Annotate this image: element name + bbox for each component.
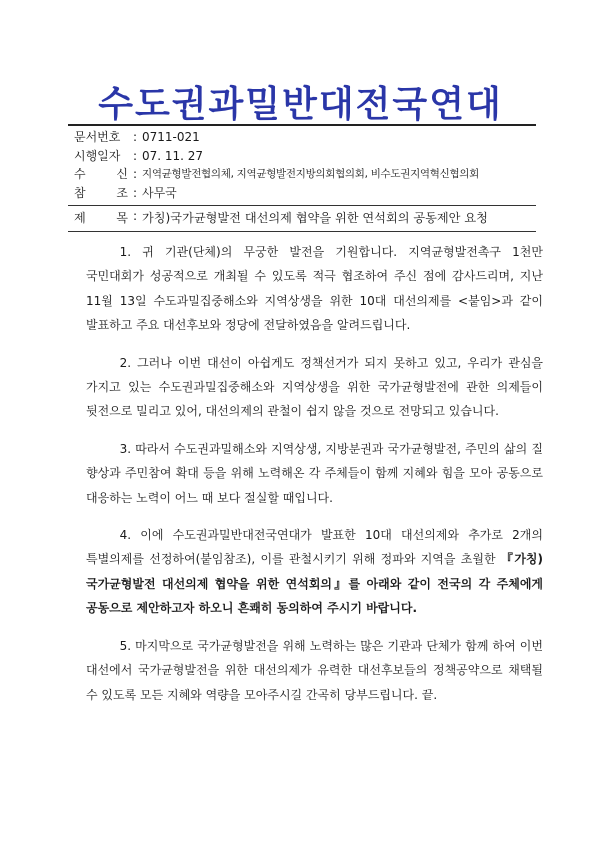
document-title: 수도권과밀반대전국연대 — [98, 84, 503, 125]
date-label: 시행일자 — [74, 148, 121, 163]
subject-label: 제 목 — [74, 211, 128, 225]
paragraph-4-emphasis: 『가칭)국가균형발전 대선의제 협약을 위한 연석회의』를 아래와 같이 전국의 각 주체에게 공동으로 제안하고자 하오니 흔쾌히 동의하여 주시기 바랍니다. — [86, 552, 543, 616]
paragraph-5: 5. 마지막으로 국가균형발전을 위해 노력하는 많은 기관과 단체가 함께 하여 이번 대선에서 국가균형발전을 위한 대선의제가 유력한 대선후보들의 정책공약으로 채택될 수 있도록 모든 지혜와 역량을 모아주시길 간곡히 당부드립니다. 끝. — [86, 638, 543, 702]
document-body — [86, 240, 543, 707]
subject-row — [74, 209, 544, 226]
paragraph-1: 1. 귀 기관(단체)의 무궁한 발전을 기원합니다. 지역균형발전촉구 1천만 국민대회가 성공적으로 개최될 수 있도록 적극 협조하여 주신 점에 감사드리며, 지난 11월 13일 수도과밀집중해소와 지역상생을 위한 10대 대선의제를 <붙임>과 같이 발표하고 주요 대선후보와 정당에 전달하였음을 알려드립니다. — [86, 245, 543, 333]
date-value: 07. 11. 27 — [142, 148, 204, 163]
meta-divider — [68, 205, 536, 206]
reference-row — [74, 184, 544, 203]
title-divider — [68, 124, 536, 126]
paragraph-4 — [86, 523, 543, 621]
paragraph-4-text: 4. 이에 수도권과밀반대전국연대가 발표한 10대 대선의제와 추가로 2개의 특별의제를 선정하여(붙임참조), 이를 관철시키기 위해 정파와 지역을 초월한 — [86, 528, 543, 567]
recipient-value: 지역균형발전협의체, 지역균형발전지방의회협의회, 비수도권지역혁신협의회 — [142, 168, 479, 180]
meta-separator: : — [132, 185, 138, 200]
meta-separator: : — [132, 130, 138, 144]
document-meta — [74, 128, 544, 202]
meta-separator: : — [132, 148, 138, 163]
reference-value: 사무국 — [142, 185, 177, 200]
subject-text: 가칭)국가균형발전 대선의제 협약을 위한 연석회의 공동제안 요청 — [142, 211, 488, 225]
recipient-label: 수 신 — [74, 167, 128, 181]
doc-number-value: 0711-021 — [142, 130, 200, 144]
meta-separator: : — [132, 167, 138, 181]
recipient-row — [74, 165, 544, 184]
doc-number-label: 문서번호 — [74, 130, 121, 144]
doc-number-row — [74, 128, 544, 147]
reference-label: 참 조 — [74, 185, 128, 200]
paragraph-2: 2. 그러나 이번 대선이 아쉽게도 정책선거가 되지 못하고 있고, 우리가 관심을 가지고 있는 수도권과밀집중해소와 지역상생을 위한 국가균형발전에 관한 의제들이 뒷전으로 밀리고 있어, 대선의제의 관철이 쉽지 않을 것으로 전망되고 있습니다. — [86, 355, 543, 419]
paragraph-3: 3. 따라서 수도권과밀해소와 지역상생, 지방분권과 국가균형발전, 주민의 삶의 질 향상과 주민참여 확대 등을 위해 노력해온 각 주체들이 함께 지혜와 힘을 모아 공동으로 대응하는 노력이 어느 때 보다 절실할 때입니다. — [86, 441, 543, 505]
subject-separator: : — [132, 209, 138, 223]
subject-divider — [68, 231, 536, 232]
date-row — [74, 147, 544, 166]
